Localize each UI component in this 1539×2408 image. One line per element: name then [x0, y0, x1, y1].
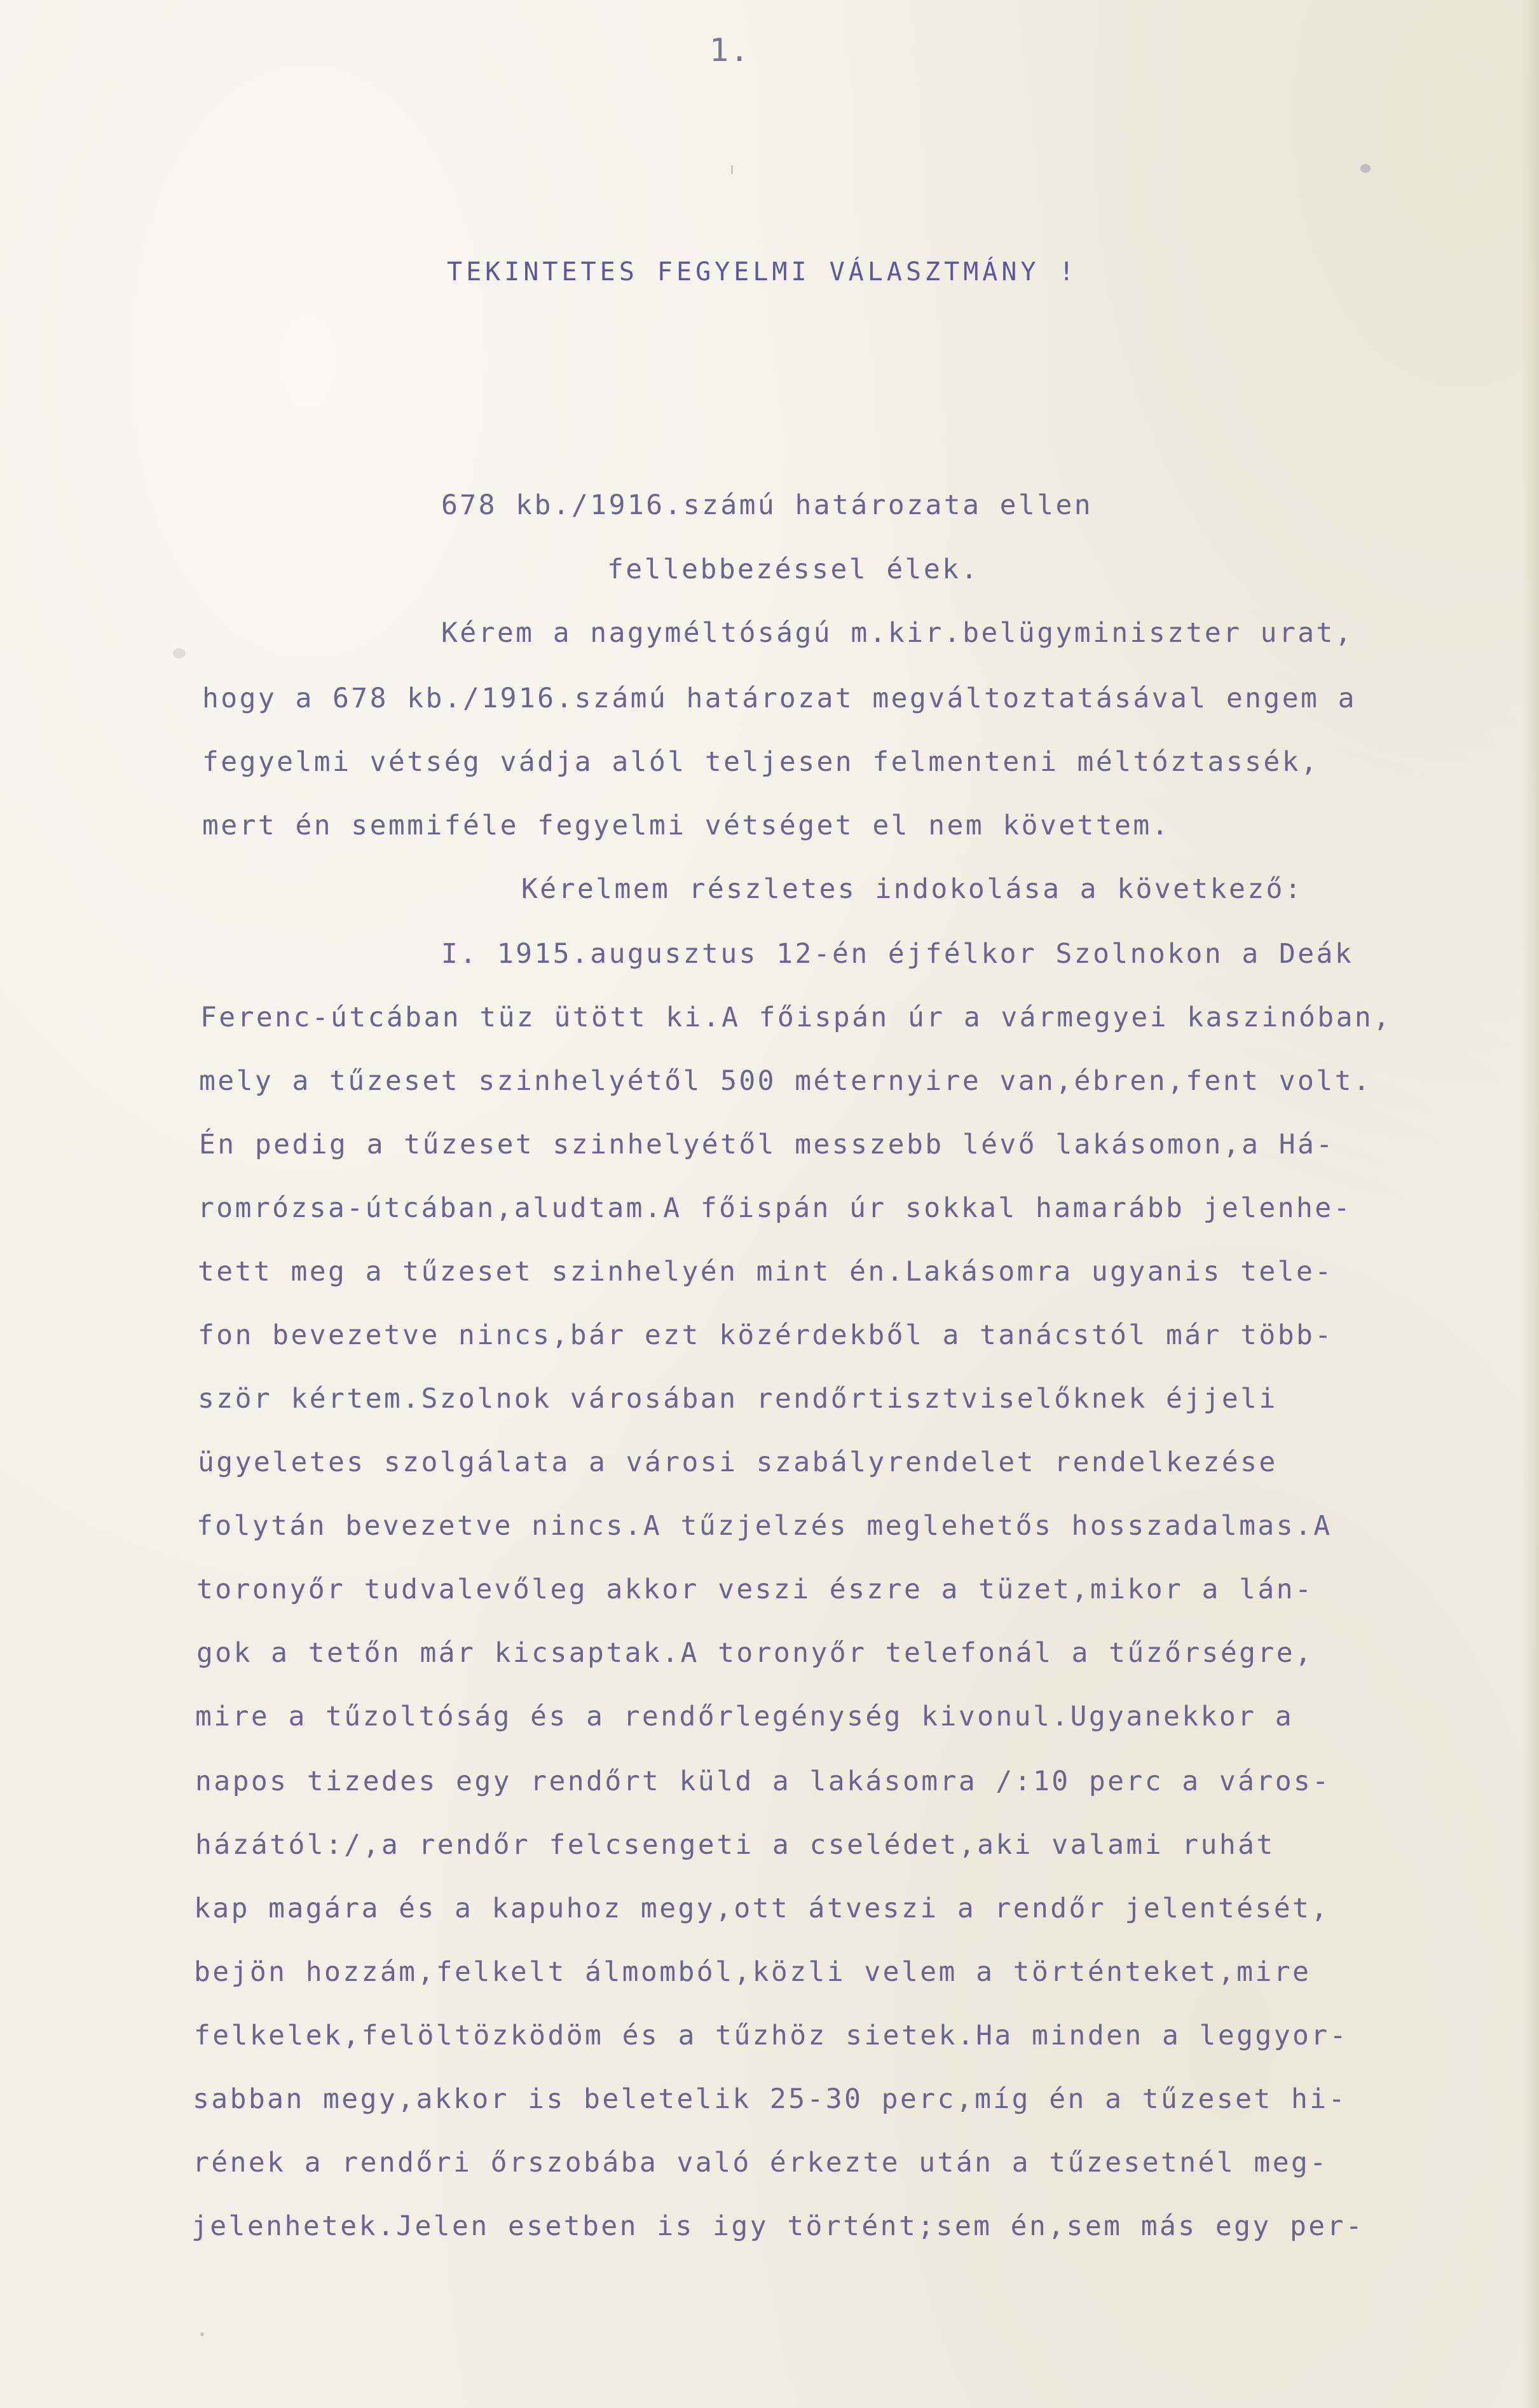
text-line: ügyeletes szolgálata a városi szabályrendelet rendelkezése — [198, 1446, 1278, 1478]
ink-smudge — [173, 648, 186, 658]
text-line: folytán bevezetve nincs.A tűzjelzés meglehetős hosszadalmas.A — [196, 1510, 1332, 1542]
text-line: Kérem a nagyméltóságú m.kir.belügyminiszter urat, — [441, 617, 1354, 649]
text-line: bejön hozzám,felkelt álmomból,közli velem a történteket,mire — [194, 1956, 1311, 1988]
text-line: Én pedig a tűzeset szinhelyétől messzebb lévő lakásomon,a Há- — [199, 1129, 1335, 1160]
text-line: mire a tűzoltóság és a rendőrlegénység kivonul.Ugyanekkor a — [195, 1701, 1294, 1732]
document-heading: TEKINTETES FEGYELMI VÁLASZTMÁNY ! — [447, 257, 1078, 287]
ink-smudge — [200, 2332, 204, 2336]
text-line: hogy a 678 kb./1916.számú határozat megváltoztatásával engem a — [202, 683, 1357, 714]
text-line: sabban megy,akkor is beletelik 25-30 perc,míg én a tűzeset hi- — [193, 2083, 1347, 2115]
text-line: Ferenc-útcában tüz ütött ki.A főispán úr a vármegyei kaszinóban, — [200, 1002, 1392, 1033]
text-line: felkelek,felöltözködöm és a tűzhöz sietek.Ha minden a leggyor- — [194, 2020, 1348, 2051]
text-line: I. 1915.augusztus 12-én éjfélkor Szolnokon a Deák — [441, 938, 1354, 970]
text-line: tett meg a tűzeset szinhelyén mint én.Lakásomra ugyanis tele- — [198, 1256, 1334, 1288]
text-line: mely a tűzeset szinhelyétől 500 méternyire van,ébren,fent volt. — [199, 1065, 1372, 1097]
text-line: 678 kb./1916.számú határozata ellen — [441, 489, 1093, 521]
page-number: 1. — [709, 32, 751, 69]
text-line: napos tizedes egy rendőrt küld a lakásomra /:10 perc a város- — [195, 1765, 1331, 1797]
text-line: fon bevezetve nincs,bár ezt közérdekből a tanácstól már több- — [198, 1319, 1334, 1351]
text-line: fellebbezéssel élek. — [607, 554, 980, 585]
ink-smudge — [1360, 164, 1371, 173]
text-line: romrózsa-útcában,aludtam.A főispán úr sokkal hamarább jelenhe- — [198, 1192, 1352, 1224]
text-line: Kérelmem részletes indokolása a következő: — [521, 873, 1304, 905]
text-line: kap magára és a kapuhoz megy,ott átveszi a rendőr jelentését, — [194, 1893, 1330, 1924]
ink-smudge — [731, 165, 733, 174]
text-line: rének a rendőri őrszobába való érkezte után a tűzesetnél meg- — [193, 2147, 1329, 2179]
text-line: fegyelmi vétség vádja alól teljesen felmenteni méltóztassék, — [202, 746, 1320, 778]
text-line: mert én semmiféle fegyelmi vétséget el nem követtem. — [202, 810, 1170, 841]
text-line: házától:/,a rendőr felcsengeti a cselédet,aki valami ruhát — [195, 1829, 1275, 1861]
text-line: jelenhetek.Jelen esetben is igy történt;sem én,sem más egy per- — [191, 2210, 1365, 2242]
text-line: toronyőr tudvalevőleg akkor veszi észre a tüzet,mikor a lán- — [196, 1574, 1314, 1605]
text-line: ször kértem.Szolnok városában rendőrtisztviselőknek éjjeli — [198, 1383, 1278, 1415]
text-line: gok a tetőn már kicsaptak.A toronyőr telefonál a tűzőrségre, — [196, 1637, 1314, 1669]
